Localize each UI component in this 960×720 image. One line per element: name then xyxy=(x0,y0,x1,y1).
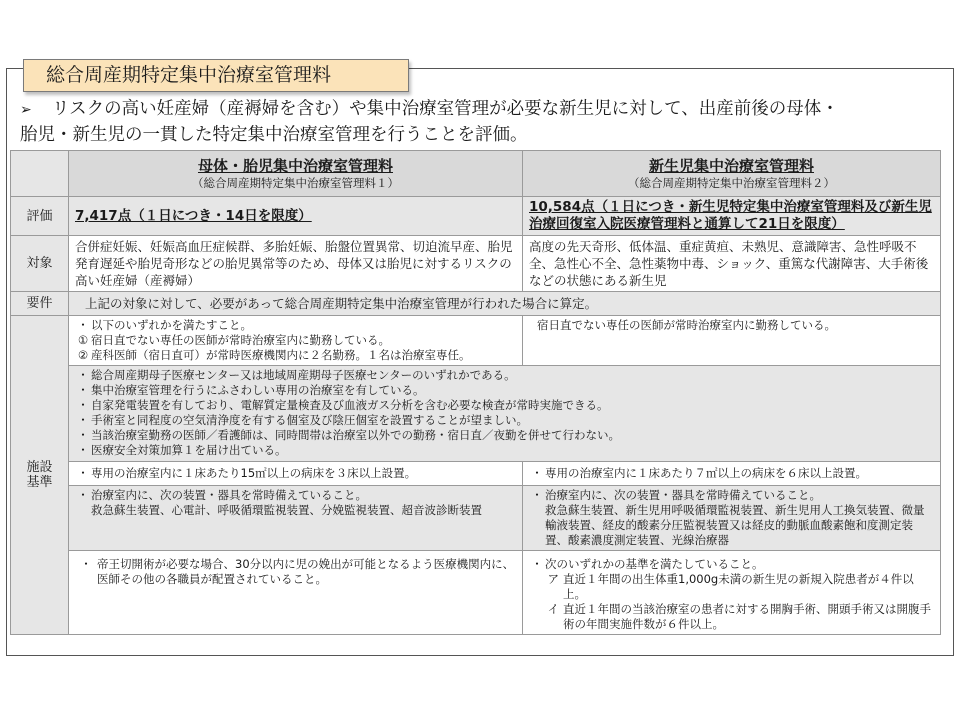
header-maternal-subtitle: （総合周産期特定集中治療室管理料１） xyxy=(192,176,399,190)
facility-r3-neonatal xyxy=(523,462,941,486)
common-item: 当該治療室勤務の医師／看護師は、同時間帯は治療室以外での勤務・宿日直／夜勤を併せて行わない。 xyxy=(91,428,620,442)
bullet-icon: ・ xyxy=(80,557,92,571)
eval-maternal-text: 7,417点（１日につき・14日を限度） xyxy=(75,207,312,224)
common-item: 総合周産期母子医療センター又は地域周産期母子医療センターのいずれかである。 xyxy=(91,368,516,382)
common-item: 自家発電装置を有しており、電解質定量検査及び血液ガス分析を含む必要な検査が常時実施できる。 xyxy=(91,398,609,412)
req-text: 上記の対象に対して、必要があって総合周産期特定集中治療室管理が行われた場合に算定。 xyxy=(69,292,941,316)
row-label-eval: 評価 xyxy=(11,197,69,236)
facility-label: 施設基準 xyxy=(26,460,53,490)
bullet-icon: ・ xyxy=(77,398,89,412)
item-mark: ② xyxy=(77,348,89,362)
bullet-icon: ・ xyxy=(77,428,89,442)
facility-r1-head: 以下のいずれかを満たすこと。 xyxy=(91,318,252,332)
bullet-icon: ・ xyxy=(77,466,89,480)
item-mark: ① xyxy=(77,333,89,347)
common-item: 集中治療室管理を行うにふさわしい専用の治療室を有している。 xyxy=(91,383,425,397)
facility-r5-maternal-text: 帝王切開術が必要な場合、30分以内に児の娩出が可能となるよう医療機関内に、医師その他の各職員が配置されていること。 xyxy=(97,557,515,586)
header-maternal-title: 母体・胎児集中治療室管理料 xyxy=(197,157,393,175)
facility-r5-neonatal-head: 次のいずれかの基準を満たしていること。 xyxy=(545,557,764,571)
item-mark: イ xyxy=(547,602,559,616)
bullet-icon: ・ xyxy=(77,413,89,427)
row-label-target: 対象 xyxy=(11,236,69,292)
facility-r4-neonatal-body: 救急蘇生装置、新生児用呼吸循環監視装置、新生児用人工換気装置、微量輸液装置、経皮的酸素分圧監視装置又は経皮的動脈血酸素飽和度測定装置、酸素濃度測定装置、光線治療器 xyxy=(545,503,925,547)
bullet-icon: ・ xyxy=(77,443,89,457)
header-neonatal-subtitle: （総合周産期特定集中治療室管理料２） xyxy=(628,176,835,190)
facility-r4-maternal-head: 治療室内に、次の装置・器具を常時備えていること。 xyxy=(91,488,367,502)
row-label-req: 要件 xyxy=(11,292,69,316)
common-item: 医療安全対策加算１を届け出ている。 xyxy=(91,443,287,457)
facility-r5-item-i: 直近１年間の当該治療室の患者に対する開胸手術、開頭手術又は開腹手術の年間実施件数が６件以上。 xyxy=(563,602,931,631)
eval-neonatal xyxy=(523,197,941,236)
bullet-icon: ・ xyxy=(77,488,89,502)
facility-r1-neonatal: 宿日直でない専任の医師が常時治療室内に勤務している。 xyxy=(523,316,941,366)
header-maternal xyxy=(69,151,523,197)
page-title: 総合周産期特定集中治療室管理料 xyxy=(23,59,409,92)
header-neonatal-title: 新生児集中治療室管理料 xyxy=(648,157,814,175)
eval-maternal xyxy=(69,197,523,236)
facility-r1-item-1: 宿日直でない専任の医師が常時治療室内に勤務している。 xyxy=(91,333,390,347)
facility-r4-neonatal-head: 治療室内に、次の装置・器具を常時備えていること。 xyxy=(545,488,821,502)
facility-r1-maternal xyxy=(69,316,523,366)
facility-r4-neonatal xyxy=(523,486,941,551)
row-label-facility xyxy=(11,316,69,635)
header-empty-cell xyxy=(11,151,69,197)
facility-r1-item-2: 産科医師（宿日直可）が常時医療機関内に２名勤務。１名は治療室専任。 xyxy=(91,348,471,362)
bullet-icon: ・ xyxy=(77,318,89,332)
facility-r3-maternal xyxy=(69,462,523,486)
facility-r5-item-a: 直近１年間の出生体重1,000g未満の新生児の新規入院患者が４件以上。 xyxy=(563,572,914,601)
item-mark: ア xyxy=(547,572,559,586)
bullet-icon: ・ xyxy=(531,466,543,480)
facility-r4-maternal-body: 救急蘇生装置、心電計、呼吸循環監視装置、分娩監視装置、超音波診断装置 xyxy=(91,503,482,517)
lead-line-2: 胎児・新生児の一貫した特定集中治療室管理を行うことを評価。 xyxy=(20,125,528,145)
bullet-icon: ・ xyxy=(77,368,89,382)
common-item: 手術室と同程度の空気清浄度を有する個室及び陰圧個室を設置することが望ましい。 xyxy=(91,413,528,427)
eval-neonatal-text: 10,584点（１日につき・新生児特定集中治療室管理料及び新生児治療回復室入院医療管理料と通算して21日を限度） xyxy=(529,199,932,232)
lead-text xyxy=(20,97,945,148)
facility-r5-maternal xyxy=(69,551,523,635)
target-neonatal: 高度の先天奇形、低体温、重症黄疸、未熟児、意識障害、急性呼吸不全、急性心不全、急性薬物中毒、ショック、重篤な代謝障害、大手術後などの状態にある新生児 xyxy=(523,236,941,292)
facility-r5-neonatal xyxy=(523,551,941,635)
bullet-icon: ・ xyxy=(531,488,543,502)
header-neonatal xyxy=(523,151,941,197)
facility-r3-neonatal-text: 専用の治療室内に１床あたり７㎡以上の病床を６床以上設置。 xyxy=(545,466,867,480)
arrow-bullet-icon: ➢ xyxy=(20,102,32,118)
bullet-icon: ・ xyxy=(77,383,89,397)
bullet-icon: ・ xyxy=(531,557,543,571)
facility-r3-maternal-text: 専用の治療室内に１床あたり15㎡以上の病床を３床以上設置。 xyxy=(91,466,417,480)
target-maternal: 合併症妊娠、妊娠高血圧症候群、多胎妊娠、胎盤位置異常、切迫流早産、胎児発育遅延や胎児奇形などの胎児異常等のため、母体又は胎児に対するリスクの高い妊産婦（産褥婦） xyxy=(69,236,523,292)
facility-r4-maternal xyxy=(69,486,523,551)
lead-line-1: リスクの高い妊産婦（産褥婦を含む）や集中治療室管理が必要な新生児に対して、出産前後の母体・ xyxy=(52,99,839,119)
facility-common xyxy=(69,366,941,462)
fee-table xyxy=(10,150,941,635)
